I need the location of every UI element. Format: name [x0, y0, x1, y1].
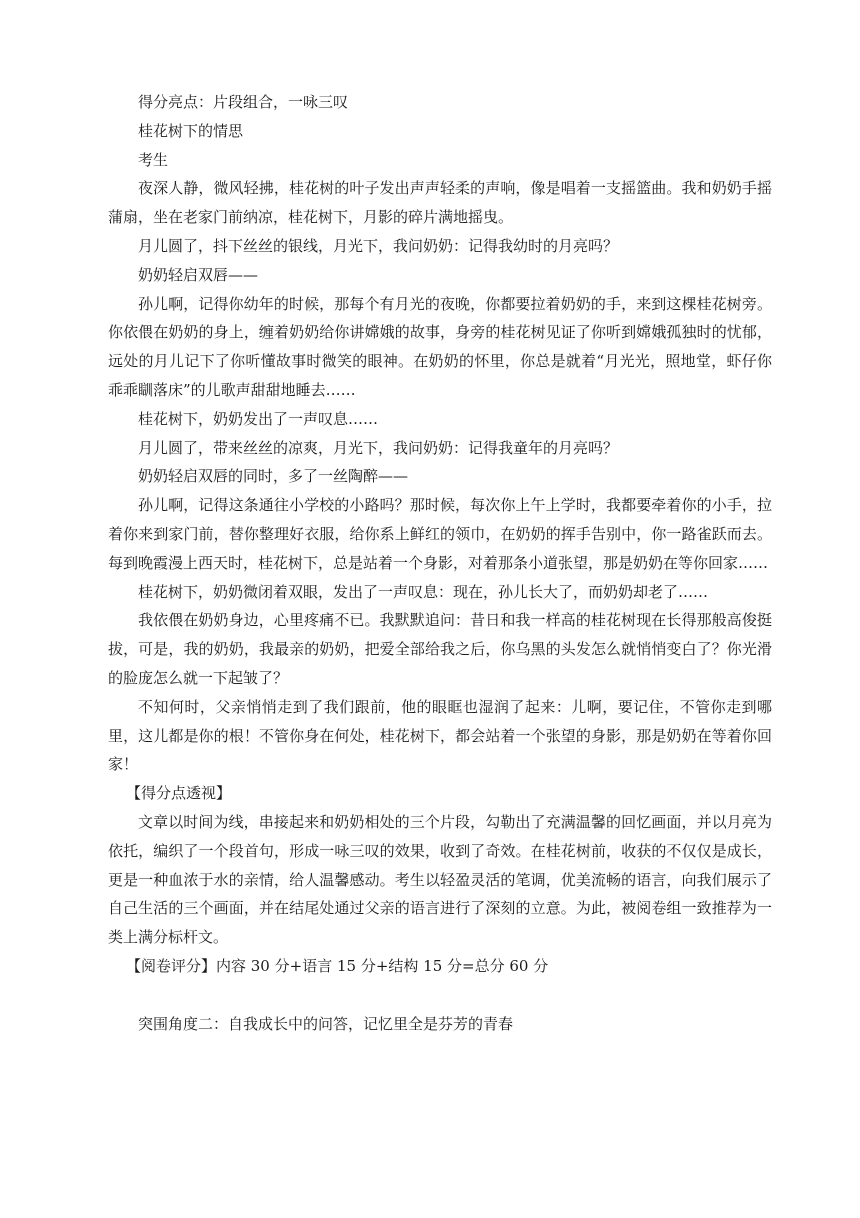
score-line: 【阅卷评分】内容 30 分+语言 15 分+结构 15 分=总分 60 分	[126, 956, 549, 975]
next-section-heading: 突围角度二：自我成长中的问答，记忆里全是芬芳的青春	[138, 1014, 514, 1033]
essay-paragraph: 孙儿啊，记得这条通往小学校的小路吗？那时候，每次你上午上学时，我都要牵着你的小手，拉着你来到家门前，替你整理好衣服，给你系上鲜红的领巾，在奶奶的挥手告别中，你一路雀跃而去。每到晚霞漫上西天时，桂花树下，总是站着一个身影，对着那条小道张望，那是奶奶在等你回家……	[108, 496, 772, 572]
analysis-heading: 【得分点透视】	[126, 784, 232, 803]
essay-paragraph: 不知何时，父亲悄悄走到了我们跟前，他的眼眶也湿润了起来：儿啊，要记住，不管你走到哪里，这儿都是你的根！不管你身在何处，桂花树下，都会站着一个张望的身影，那是奶奶在等着你回家！	[108, 697, 772, 774]
essay-author: 考生	[138, 150, 169, 169]
essay-paragraph: 我依偎在奶奶身边，心里疼痛不已。我默默追问：昔日和我一样高的桂花树现在长得那般高俊挺拔，可是，我的奶奶，我最亲的奶奶，把爱全部给我之后，你乌黑的头发怎么就悄悄变白了？你光滑的脸庞怎么就一下起皱了？	[108, 611, 772, 687]
essay-paragraph: 桂花树下，奶奶发出了一声叹息……	[138, 409, 379, 428]
analysis-text: 文章以时间为线，串接起来和奶奶相处的三个片段，勾勒出了充满温馨的回忆画面，并以月亮为依托，编织了一个段首句，形成一咏三叹的效果，收到了奇效。在桂花树前，收获的不仅仅是成长，更是一种血浓于水的亲情，给人温馨感动。考生以轻盈灵活的笔调，优美流畅的语言，向我们展示了自己生活的三个画面，并在结尾处通过父亲的语言进行了深刻的立意。为此，被阅卷组一致推荐为一类上满分标杆文。	[108, 812, 772, 947]
essay-title: 桂花树下的情思	[138, 121, 244, 140]
essay-paragraph: 孙儿啊，记得你幼年的时候，那每个有月光的夜晚，你都要拉着奶奶的手，来到这棵桂花树旁。你依偎在奶奶的身上，缠着奶奶给你讲嫦娥的故事，身旁的桂花树见证了你听到嫦娥孤独时的忧郁，远处的月儿记下了你听懂故事时微笑的眼神。在奶奶的怀里，你总是就着“月光光，照地堂，虾仔你乖乖瞓落床”的儿歌声甜甜地睡去……	[108, 294, 772, 399]
essay-paragraph: 奶奶轻启双唇的同时，多了一丝陶醉——	[138, 467, 409, 486]
essay-paragraph: 月儿圆了，抖下丝丝的银线，月光下，我问奶奶：记得我幼时的月亮吗？	[138, 236, 619, 255]
essay-paragraph: 夜深人静，微风轻拂，桂花树的叶子发出声声轻柔的声响，像是唱着一支摇篮曲。我和奶奶手摇蒲扇，坐在老家门前纳凉，桂花树下，月影的碎片满地摇曳。	[108, 179, 772, 227]
essay-paragraph: 奶奶轻启双唇——	[138, 265, 259, 284]
highlight-label: 得分亮点：片段组合，一咏三叹	[138, 93, 349, 111]
essay-paragraph: 月儿圆了，带来丝丝的凉爽，月光下，我问奶奶：记得我童年的月亮吗？	[138, 438, 619, 457]
spacer	[108, 981, 772, 1010]
essay-paragraph: 桂花树下，奶奶微闭着双眼，发出了一声叹息：现在，孙儿长大了，而奶奶却老了……	[138, 582, 709, 601]
document-page	[108, 88, 772, 1038]
